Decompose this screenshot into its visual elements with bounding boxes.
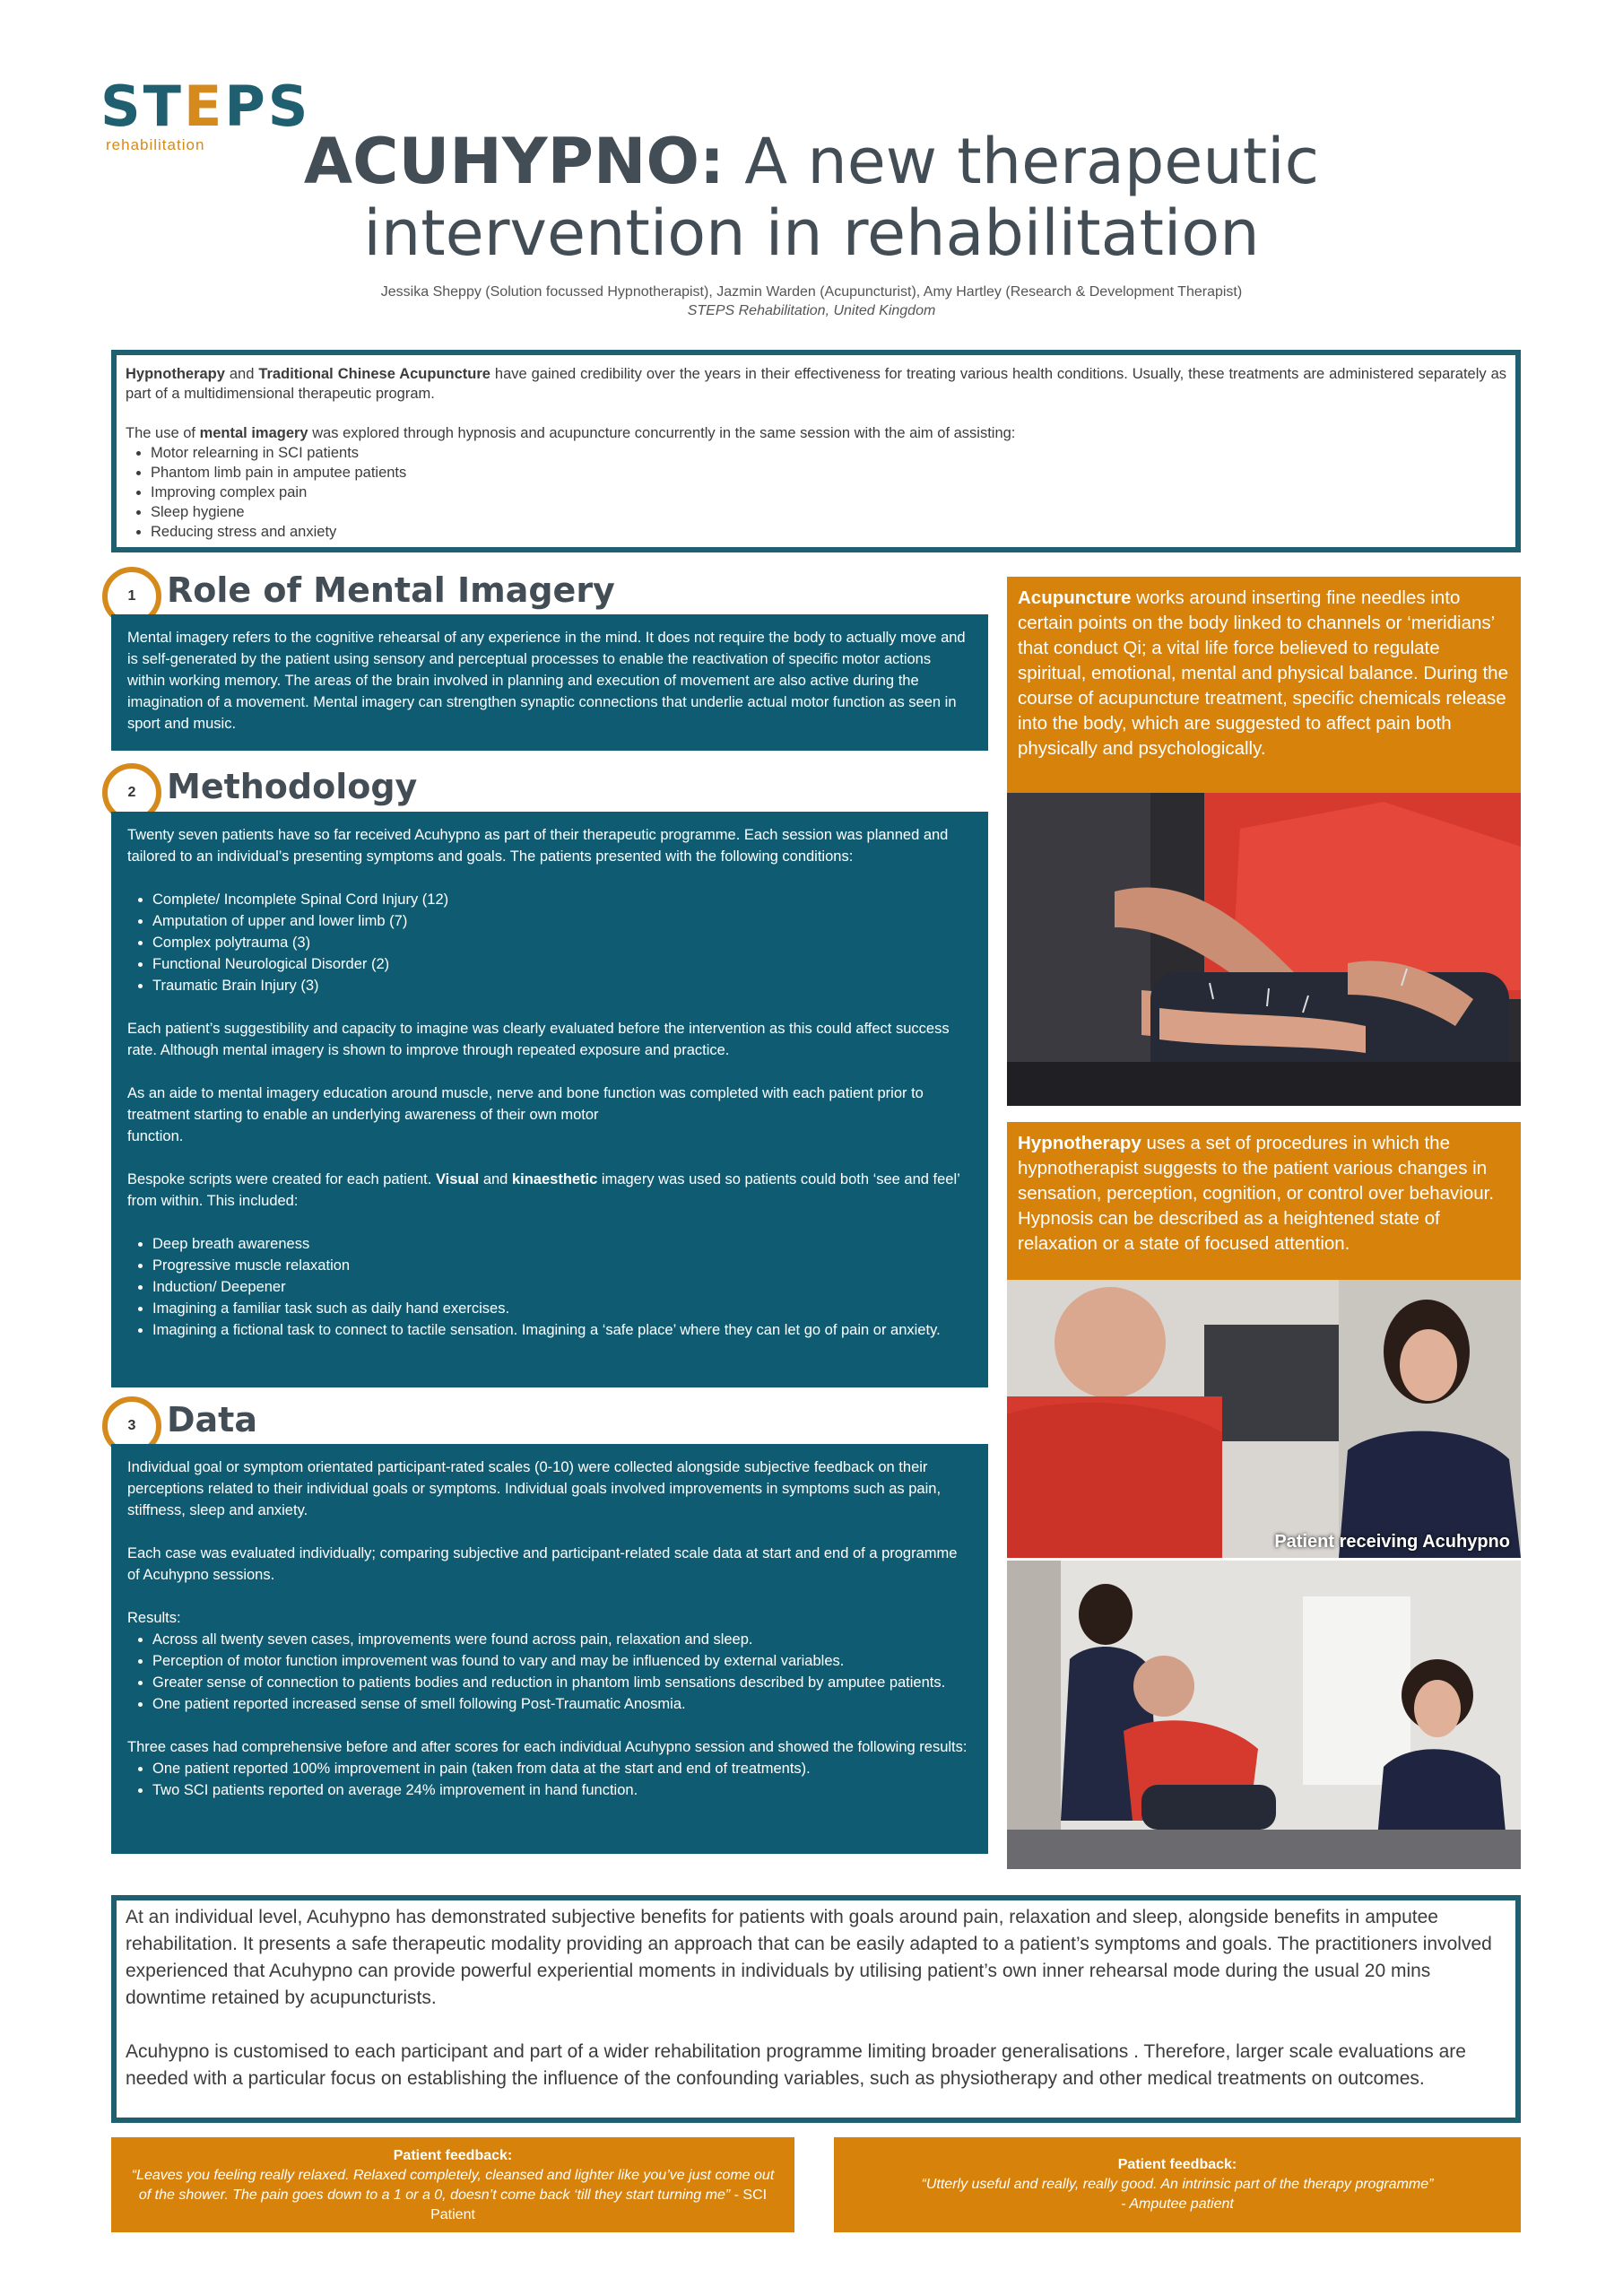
conditions-list	[152, 889, 972, 996]
affiliation: STEPS Rehabilitation, United Kingdom	[687, 303, 936, 318]
methodology-education: As an aide to mental imagery education around muscle, nerve and bone function was completed with each patient prior to treatment starting to enable an underlying awareness of their own motor function.	[127, 1085, 924, 1144]
list-item: • Imagining a fictional task to connect to tactile sensation. Imagining a ‘safe place’ where they can let go of pain or anxiety.	[152, 1319, 972, 1341]
feedback-heading: Patient feedback:	[1117, 2157, 1237, 2172]
list-item: • Across all twenty seven cases, improvements were found across pain, relaxation and sleep.	[152, 1629, 972, 1650]
acupuncture-photo	[1007, 793, 1521, 1106]
group-photo-illustration	[1007, 1561, 1521, 1869]
list-item: • Two SCI patients reported on average 24% improvement in hand function.	[152, 1779, 972, 1801]
feedback-attribution: - Amputee patient	[1121, 2196, 1234, 2212]
results-list-2	[152, 1758, 972, 1801]
photo-caption: Patient receiving Acuhypno	[1274, 1532, 1510, 1552]
list-item: • One patient reported 100% improvement in pain (taken from data at the start and end of treatments).	[152, 1758, 972, 1779]
list-item: • Induction/ Deepener	[152, 1276, 972, 1298]
steps-logo	[100, 74, 311, 154]
results-label: Results:	[127, 1610, 181, 1626]
list-item: • Traumatic Brain Injury (3)	[152, 975, 972, 996]
list-item: • Amputation of upper and lower limb (7)	[152, 910, 972, 932]
results-list	[152, 1629, 972, 1715]
list-item: • Deep breath awareness	[152, 1233, 972, 1255]
acupuncture-box: Acupuncture works around inserting fine needles into certain points on the body linked to channels or ‘meridians’ that conduct Qi; a vital life force believed to regulate spiritual, emotional, mental and physical balance. During the course of acupuncture treatment, specific chemicals release into the body, which are suggested to affect pain both physically and psychologically.	[1007, 577, 1521, 793]
intro-paragraph-1: Hypnotherapy and Traditional Chinese Acupuncture have gained credibility over the years in their effectiveness for treating various health conditions. Usually, these treatments are administered separately as part of a multidimensional therapeutic program.	[126, 366, 1506, 402]
conclusion-box	[111, 1895, 1521, 2123]
list-item: • Progressive muscle relaxation	[152, 1255, 972, 1276]
data-box	[111, 1444, 988, 1854]
methodology-scripts: Bespoke scripts were created for each patient. Visual and kinaesthetic imagery was used so patients could both ‘see and feel’ from within. This included:	[127, 1171, 960, 1209]
section-title: Data	[167, 1400, 257, 1439]
list-item: • Perception of motor function improvement was found to vary and may be influenced by external variables.	[152, 1650, 972, 1672]
section-title: Role of Mental Imagery	[167, 570, 615, 610]
list-item: • Reducing stress and anxiety	[151, 522, 1506, 542]
list-item: • Sleep hygiene	[151, 502, 1506, 522]
methodology-box	[111, 812, 988, 1387]
data-paragraph-2: Each case was evaluated individually; comparing subjective and participant-related scale data at start and end of a programme of Acuhypno sessions.	[127, 1545, 958, 1583]
data-paragraph-1: Individual goal or symptom orientated participant-rated scales (0-10) were collected alongside subjective feedback on their perceptions related to their individual goals or symptoms. Individual goals involved improvements in symptoms such as pain, stiffness, sleep and anxiety.	[127, 1459, 942, 1518]
hypnotherapy-photo-illustration	[1007, 1280, 1521, 1558]
list-item: • Motor relearning in SCI patients	[151, 443, 1506, 463]
list-item: • Improving complex pain	[151, 483, 1506, 502]
feedback-heading: Patient feedback:	[393, 2148, 513, 2163]
techniques-list	[152, 1233, 972, 1341]
list-item: • One patient reported increased sense of smell following Post-Traumatic Anosmia.	[152, 1693, 972, 1715]
logo-wordmark: STEPS	[100, 74, 311, 139]
role-of-mental-imagery-box	[111, 614, 988, 751]
hypnotherapy-session-photo	[1007, 1280, 1521, 1558]
feedback-quote: “Leaves you feeling really relaxed. Relaxed completely, cleansed and lighter like you’ve just come out of the shower. The pain goes down to a 1 or a 0, doesn’t come back ‘till they start turning me” - SCI Patient	[131, 2168, 775, 2222]
hypnotherapy-box: Hypnotherapy uses a set of procedures in which the hypnotherapist suggests to the patient various changes in sensation, perception, cognition, or control over behaviour. Hypnosis can be described as a heightened state of relaxation or a state of focused attention.	[1007, 1122, 1521, 1280]
feedback-quote: “Utterly useful and really, really good. An intrinsic part of the therapy programme”	[921, 2177, 1434, 2192]
intro-box	[111, 350, 1521, 552]
patient-feedback-sci	[111, 2137, 794, 2232]
list-item: • Complex polytrauma (3)	[152, 932, 972, 953]
conclusion-paragraph-1: At an individual level, Acuhypno has demonstrated subjective benefits for patients with goals around pain, relaxation and sleep, alongside benefits in amputee rehabilitation. It presents a safe therapeutic modality providing an approach that can be easily adapted to a patient’s symptoms and goals. The practitioners involved experienced that Acuhypno can provide powerful experiential moments in individuals by utilising patient’s own inner rehearsal mode during the usual 20 mins downtime retained by acupuncturists.	[126, 1907, 1492, 2008]
logo-subtitle: rehabilitation	[106, 136, 205, 153]
poster-title: ACUHYPNO: A new therapeutic intervention in rehabilitation	[303, 125, 1320, 270]
section-number-badge: 2	[102, 763, 161, 822]
data-paragraph-3: Three cases had comprehensive before and after scores for each individual Acuhypno session and showed the following results:	[127, 1739, 968, 1755]
list-item: • Greater sense of connection to patients bodies and reduction in phantom limb sensations described by amputee patients.	[152, 1672, 972, 1693]
section-title: Methodology	[167, 767, 418, 806]
section-number-badge: 1	[102, 567, 161, 626]
methodology-intro: Twenty seven patients have so far received Acuhypno as part of their therapeutic programme. Each session was planned and tailored to an individual’s presenting symptoms and goals. The patients presented with the following conditions:	[127, 827, 949, 865]
section-number-badge: 3	[102, 1396, 161, 1456]
authors: Jessika Sheppy (Solution focussed Hypnotherapist), Jazmin Warden (Acupuncturist), Amy Hartley (Research & Development Therapist)	[380, 284, 1243, 300]
list-item: • Functional Neurological Disorder (2)	[152, 953, 972, 975]
therapy-group-photo	[1007, 1561, 1521, 1869]
section-body: Mental imagery refers to the cognitive rehearsal of any experience in the mind. It does not require the body to actually move and is self-generated by the patient using sensory and perceptual processes to enable the reactivation of specific motor actions within working memory. The areas of the brain involved in planning and execution of movement are also active during the imagination of a movement. Mental imagery can strengthen synaptic connections that underlie actual motor function as seen in sport and music.	[127, 630, 966, 732]
acupuncture-photo-illustration	[1007, 793, 1521, 1106]
conclusion-paragraph-2: Acuhypno is customised to each participant and part of a wider rehabilitation programme limiting broader generalisations . Therefore, larger scale evaluations are needed with a particular focus on establishing the influence of the confounding variables, such as physiotherapy and other medical treatments on outcomes.	[126, 2041, 1466, 2089]
intro-aims-list	[151, 443, 1506, 542]
methodology-suggestibility: Each patient’s suggestibility and capacity to imagine was clearly evaluated before the intervention as this could affect success rate. Although mental imagery is shown to improve through repeated exposure and practice.	[127, 1021, 950, 1058]
list-item: • Imagining a familiar task such as daily hand exercises.	[152, 1298, 972, 1319]
list-item: • Complete/ Incomplete Spinal Cord Injury (12)	[152, 889, 972, 910]
intro-paragraph-2: The use of mental imagery was explored through hypnosis and acupuncture concurrently in the same session with the aim of assisting:	[126, 425, 1016, 441]
patient-feedback-amputee	[834, 2137, 1521, 2232]
list-item: • Phantom limb pain in amputee patients	[151, 463, 1506, 483]
